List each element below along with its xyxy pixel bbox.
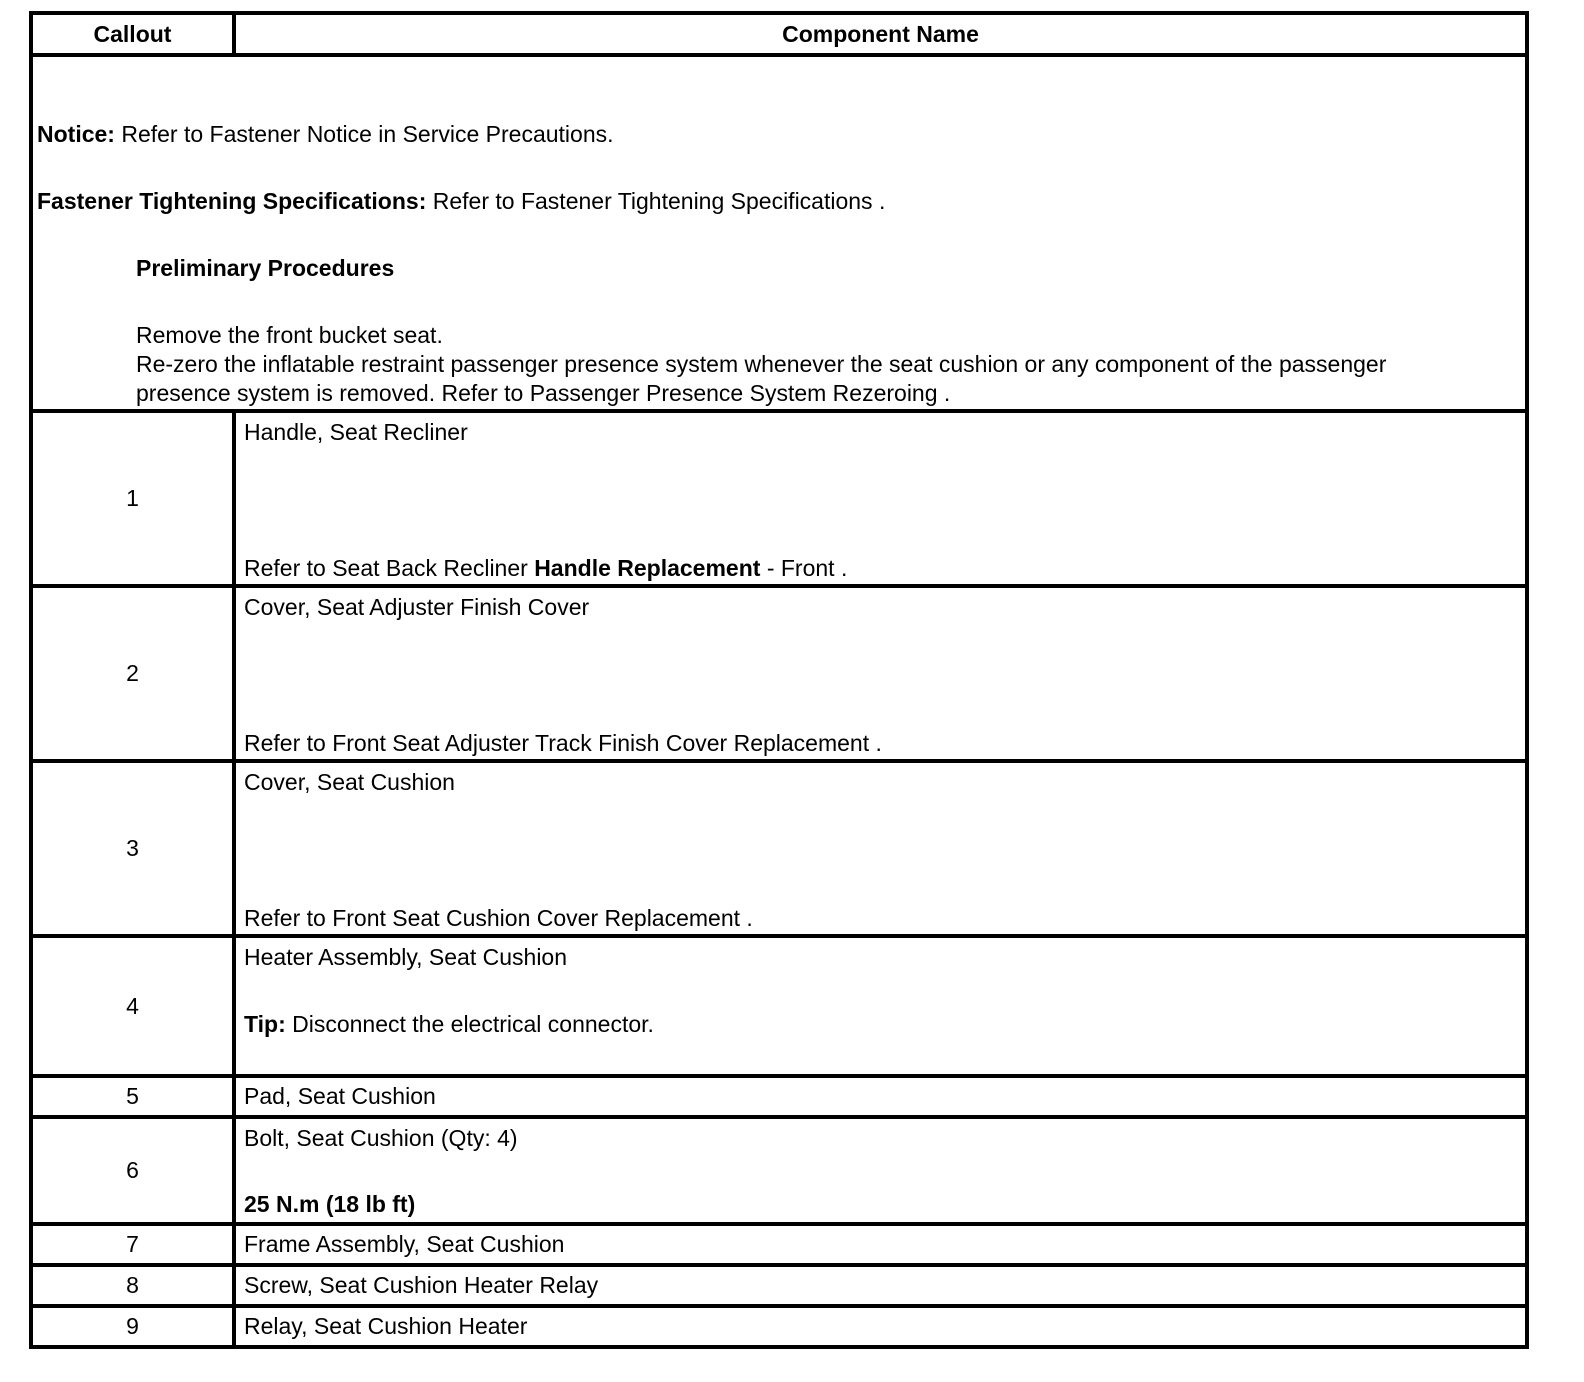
reference-text-a: Refer to Seat Back Recliner xyxy=(244,555,535,581)
callout-number: 8 xyxy=(33,1267,236,1304)
component-table xyxy=(29,11,1529,1349)
notice-text: Refer to Fastener Notice in Service Precautions. xyxy=(114,121,614,147)
callout-number: 3 xyxy=(33,763,236,934)
component-name: Pad, Seat Cushion xyxy=(244,1083,436,1109)
table-row xyxy=(33,1119,1525,1226)
table-row xyxy=(33,1078,1525,1119)
component-name: Cover, Seat Adjuster Finish Cover xyxy=(244,594,590,620)
table-row xyxy=(33,1308,1525,1349)
component-name: Cover, Seat Cushion xyxy=(244,769,455,795)
callout-number: 9 xyxy=(33,1308,236,1345)
prelim-step-1: Remove the front bucket seat. xyxy=(136,322,443,348)
header-callout: Callout xyxy=(33,15,236,53)
spec-label: Fastener Tightening Specifications: xyxy=(37,188,427,214)
component-name: Screw, Seat Cushion Heater Relay xyxy=(244,1272,599,1298)
tip-label: Tip: xyxy=(244,1011,286,1037)
component-name: Heater Assembly, Seat Cushion xyxy=(244,944,568,970)
component-cell xyxy=(236,763,1525,934)
tip-text: Disconnect the electrical connector. xyxy=(285,1011,654,1037)
table-row xyxy=(33,413,1525,588)
spec-text: Refer to Fastener Tightening Specifications . xyxy=(426,188,886,214)
callout-number: 1 xyxy=(33,413,236,584)
header-component-name: Component Name xyxy=(782,20,979,47)
component-cell xyxy=(236,938,1525,1074)
intro-block xyxy=(33,57,1525,413)
reference-link[interactable]: Refer to Front Seat Adjuster Track Finish Cover Replacement . xyxy=(244,730,882,756)
table-row xyxy=(33,1267,1525,1308)
callout-number: 7 xyxy=(33,1226,236,1263)
component-cell xyxy=(236,588,1525,759)
reference-link[interactable] xyxy=(244,555,847,582)
table-row xyxy=(33,588,1525,763)
tip-line xyxy=(244,1011,654,1038)
reference-link[interactable]: Refer to Front Seat Cushion Cover Replacement . xyxy=(244,905,753,931)
notice-line xyxy=(37,121,614,148)
callout-number: 6 xyxy=(33,1119,236,1222)
spec-line xyxy=(37,188,885,215)
reference-text-c: - Front . xyxy=(760,555,848,581)
callout-number: 2 xyxy=(33,588,236,759)
table-row xyxy=(33,1226,1525,1267)
callout-number: 5 xyxy=(33,1078,236,1115)
component-name: Frame Assembly, Seat Cushion xyxy=(244,1231,565,1257)
component-name: Relay, Seat Cushion Heater xyxy=(244,1313,528,1339)
prelim-heading: Preliminary Procedures xyxy=(136,255,395,281)
table-header xyxy=(33,15,1525,57)
prelim-step-2-line-2: presence system is removed. Refer to Passenger Presence System Rezeroing . xyxy=(136,380,951,406)
torque-spec: 25 N.m (18 lb ft) xyxy=(244,1191,416,1217)
reference-text-b: Handle Replacement xyxy=(534,555,761,581)
prelim-step-2-line-1: Re-zero the inflatable restraint passenger presence system whenever the seat cushion or any component of the passenger xyxy=(136,351,1387,377)
component-name: Handle, Seat Recliner xyxy=(244,419,468,445)
component-cell xyxy=(236,413,1525,584)
table-row xyxy=(33,763,1525,938)
notice-label: Notice: xyxy=(37,121,115,147)
component-name: Bolt, Seat Cushion (Qty: 4) xyxy=(244,1125,518,1151)
table-row xyxy=(33,938,1525,1078)
callout-number: 4 xyxy=(33,938,236,1074)
component-cell xyxy=(236,1119,1525,1222)
